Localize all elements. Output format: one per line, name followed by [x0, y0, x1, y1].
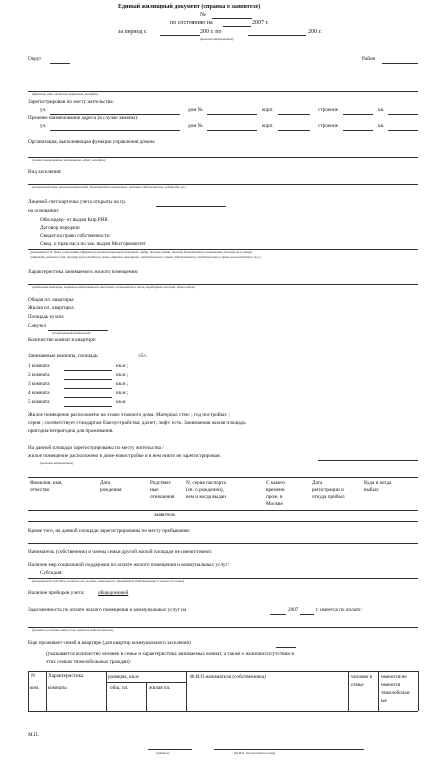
raion-label: Район	[362, 56, 376, 62]
room-line	[64, 370, 112, 371]
bathroom-label: Санузел	[28, 323, 47, 329]
basis-label: на основании:	[28, 208, 60, 214]
support-label: Наличие мер социальной поддержки по оплате жилого помещения и коммунальных услуг:	[28, 562, 230, 568]
stroenie-line	[343, 114, 373, 115]
debt-tail: г. имеется по оплате:	[316, 607, 362, 613]
floor-text: серия ; соответствует стандартам благоустройства: да/нет; лифт: есть. Занимаемая жилая площадь	[28, 420, 246, 426]
basis-item: Обм.ордер- от выдан Кир.РИК	[40, 217, 108, 223]
prev-kv-label: кв.	[378, 123, 385, 129]
meters-value: общедомовой	[98, 590, 129, 596]
room-label: 2 комната	[28, 372, 50, 378]
period-label: за период с	[118, 29, 147, 35]
applicant-cell: заявитель	[154, 512, 176, 518]
room-label: 5 комната	[28, 399, 50, 405]
fio-hint: (фамилия, имя, отчество заявителя, телефон)	[32, 92, 99, 96]
prev-street-line	[50, 130, 180, 131]
kv-label: кв.	[378, 107, 385, 113]
number-label: №	[200, 12, 206, 18]
prev-korp-line	[278, 130, 310, 131]
t2-top-line	[28, 671, 418, 672]
okrug-label: Округ	[28, 56, 42, 62]
col-header-since: прож. в	[266, 494, 283, 500]
debt-year-line-right	[300, 614, 314, 615]
debt-year-line-left	[270, 614, 286, 615]
registered-area-line	[318, 460, 418, 461]
account-line	[156, 206, 226, 207]
families-label: Еще проживает семей в квартире (для квартир коммунального заселения)	[28, 640, 191, 646]
room-unit: кв.м ;	[116, 390, 129, 396]
document-title: Единый жилищный документ (справка о заявителе)	[118, 4, 261, 10]
occupied-value: обл.	[138, 353, 147, 359]
characteristic-hint: (отдельная квартира, квартира коммунального заселения, составленного типа, коридорная система, общежитие)	[32, 285, 196, 289]
col-header-reg-date: Дата	[312, 480, 323, 486]
t2-header-fio: Ф.И.О.нанимателя (собственника)	[190, 674, 266, 680]
table-top-line	[28, 477, 418, 478]
t2-col-line	[348, 671, 349, 711]
room-label: 4 комната	[28, 390, 50, 396]
street-label: ул.	[40, 107, 47, 113]
meters-label: Наличие приборов учета:	[28, 590, 85, 596]
basis-item: Договор передачи	[40, 225, 80, 231]
room-unit: кв.м ;	[116, 363, 129, 369]
t2-header-n: ком.	[30, 685, 40, 691]
room-line	[64, 379, 112, 380]
prev-kv-line	[388, 130, 418, 131]
t2-col-line	[186, 671, 187, 711]
org-label: Организация, выполняющая функции управления домом:	[28, 139, 156, 145]
period-to-line	[248, 35, 306, 36]
debt-year: 2007	[288, 607, 299, 613]
col-header-left: выбыл	[364, 487, 379, 493]
basis-item: Свидет.на право собственности	[40, 233, 110, 239]
col-header-name: Фамилия, имя,	[30, 480, 63, 486]
debt-label: Задолженность по оплате жилого помещения и коммунальных услуг на	[28, 607, 187, 613]
col-header-birth: Дата	[100, 480, 111, 486]
t2-header-living: жилая пл.	[149, 685, 171, 691]
prev-house-label: дом №	[188, 123, 203, 129]
registered-area-text: жилое помещение расположено в доме-новостройке и в нем никто не зарегистрирован:	[28, 453, 222, 459]
number-line	[212, 18, 252, 19]
room-unit: кв.м	[116, 399, 126, 405]
room-line	[64, 388, 112, 389]
rooms-count-label: Количество комнат в квартире:	[28, 337, 97, 343]
official-name-hint: (Ф.И.О. должностного лица)	[234, 751, 276, 755]
prev-street-label: ул.	[40, 123, 47, 129]
floor-text: Жилое помещение расположено на этаже этажного дома. Материал стен: ; год постройки: ;	[28, 412, 230, 418]
t2-col-line	[28, 671, 29, 711]
t2-header-char: комнаты	[48, 685, 67, 691]
col-header-birth: рождения	[100, 487, 122, 493]
prev-korp-label: корп.	[262, 123, 274, 129]
prev-stroenie-label: строение	[318, 123, 339, 129]
period-mid: 200 г. по	[200, 29, 222, 35]
org-hint: (полное наименование организации, адрес, телефон)	[32, 158, 106, 162]
col-header-passport: (св. о рождении),	[186, 487, 224, 493]
besides-line	[28, 543, 418, 544]
basis-hint: субаренды, решение суда, договор купли-продажи, мены, дарения, завещание, свидетельство о праве собственности, свидетельство о праве на наследство и т.п.)	[30, 255, 261, 259]
t2-header-people: человек в	[351, 674, 373, 680]
col-header-reg-date: регистрации и	[312, 487, 344, 493]
house-line	[207, 114, 257, 115]
t2-header-sick: ые	[381, 698, 387, 704]
t2-header-total: общ. пл.	[110, 685, 129, 691]
col-header-reg-date: откуда прибыл	[312, 494, 345, 500]
living-area-label: Жилая пл. квартиры:.	[28, 305, 76, 311]
t2-header-sick: имеются	[381, 682, 401, 688]
period-end: 200 г.	[308, 29, 322, 35]
prev-house-line	[207, 130, 257, 131]
debt-hint: (указать по оплате каких услуг имеется задолженность)	[32, 628, 114, 632]
registered-area-text: На данной площади зарегистрированы по месту жительства /	[28, 445, 164, 451]
basis-hint: (указывается N, дата и кем выдан (оформлен) соответствующий документ: ордер, договор найма, договор безвозмездного пользования, договор на условиях	[30, 250, 253, 254]
room-unit: кв.м ;	[116, 381, 129, 387]
mp-label: М.П.	[28, 732, 39, 738]
col-header-passport: N, серия паспорта	[186, 480, 226, 486]
registered-label: Зарегистрирован по месту жительства:	[28, 99, 114, 105]
room-label: 1 комната	[28, 363, 50, 369]
characteristic-label: Характеристика занимаемого жилого помещения:	[28, 269, 139, 275]
room-label: 3 комната	[28, 381, 50, 387]
t2-header-n: N	[31, 673, 35, 679]
house-label: дом №	[188, 107, 203, 113]
korp-line	[278, 114, 310, 115]
t2-header-sick: имеются/не	[381, 674, 407, 680]
col-header-since: Москве	[266, 501, 283, 507]
tenant-label: Наниматель (собственник) и члены семьи другой жилой площади не имеют/имеют.	[28, 549, 213, 555]
col-header-left: Куда и когда	[364, 480, 392, 486]
as-of-year: 2007 г.	[252, 20, 269, 26]
kitchen-area-label: Площадь кухни:	[28, 314, 65, 320]
stroenie-label: строение	[318, 107, 339, 113]
t2-header-char: Характеристика	[48, 673, 84, 679]
t2-header-sick: тяжелобольн	[381, 690, 410, 696]
account-label: Лицевой счет\карточка учета открыты на гр.	[28, 199, 127, 205]
table-row-line	[28, 521, 418, 522]
room-line	[64, 397, 112, 398]
as-of-label: по состоянию на	[170, 20, 213, 26]
official-name-line	[214, 749, 364, 750]
settle-label: Вид заселения:	[28, 169, 62, 175]
prev-stroenie-line	[343, 130, 373, 131]
prev-address-label: Прежнее наименование адреса (в случае замены):	[28, 115, 139, 121]
bathroom-hint: (совмещенный/раздельный)	[52, 331, 91, 335]
families-line	[276, 647, 296, 648]
as-of-line	[223, 26, 251, 27]
subsidy-label: Субсидия:	[40, 570, 63, 576]
col-header-relation: отношения	[150, 494, 175, 500]
period-from-line	[160, 35, 200, 36]
t2-col-line	[46, 671, 47, 711]
col-header-since: времени	[266, 487, 285, 493]
t2-bottom-line	[28, 711, 418, 712]
room-line	[64, 406, 112, 407]
col-header-relation: Родствен-	[150, 480, 172, 486]
kv-line	[388, 114, 418, 115]
subsidy-hint: (указываются субсидии, а также все льготы, имеющиеся у нанимателя (собственника) и членов его семьи)	[32, 579, 185, 583]
t2-col-line	[418, 671, 419, 711]
room-unit: кв.м ;	[116, 372, 129, 378]
raion-line	[382, 63, 418, 64]
total-area-label: Общая пл. квартиры:	[28, 297, 75, 303]
occupied-label: Занимаемые комнаты, площадь:	[28, 353, 99, 359]
okrug-line	[50, 63, 70, 64]
basis-item: Свид. о прав насл.по зак. выдан Мосгоркомитет	[40, 241, 146, 247]
col-header-since: С какого	[266, 480, 285, 486]
settle-hint: (социальный наем, наем (коммерческий), безвозмездное пользование, частная собственность, субаренда, пр.)	[32, 185, 186, 189]
signature-line	[148, 749, 192, 750]
col-header-name: отчество	[30, 487, 50, 493]
signature-hint: (подпись)	[156, 751, 170, 755]
korp-label: корп.	[262, 107, 274, 113]
t2-col-line	[146, 682, 147, 711]
t2-col-line	[378, 671, 379, 711]
t2-header-people: семье	[351, 682, 364, 688]
families-hint: этих семьях тяжелобольных граждан):	[46, 659, 132, 665]
floor-text: пригодна/непригодна для проживания.	[28, 428, 114, 434]
t2-header-sizes: размеры, кв.м	[108, 674, 139, 680]
registered-area-hint: (включая запрошенных)	[40, 461, 74, 465]
col-header-passport: кем и когда выдан	[186, 494, 226, 500]
col-header-relation: ные	[150, 487, 159, 493]
besides-label: Кроме того, на данной площади зарегистрированы по месту пребывания:	[28, 528, 191, 534]
table-header-line	[28, 510, 418, 511]
t2-col-line	[106, 671, 107, 711]
period-hint: (включая запрошенный)	[200, 37, 234, 41]
families-hint: (указывается количество человек в семье и характеристика занимаемых комнат, а также о наличии/отсутствии в	[46, 651, 294, 657]
